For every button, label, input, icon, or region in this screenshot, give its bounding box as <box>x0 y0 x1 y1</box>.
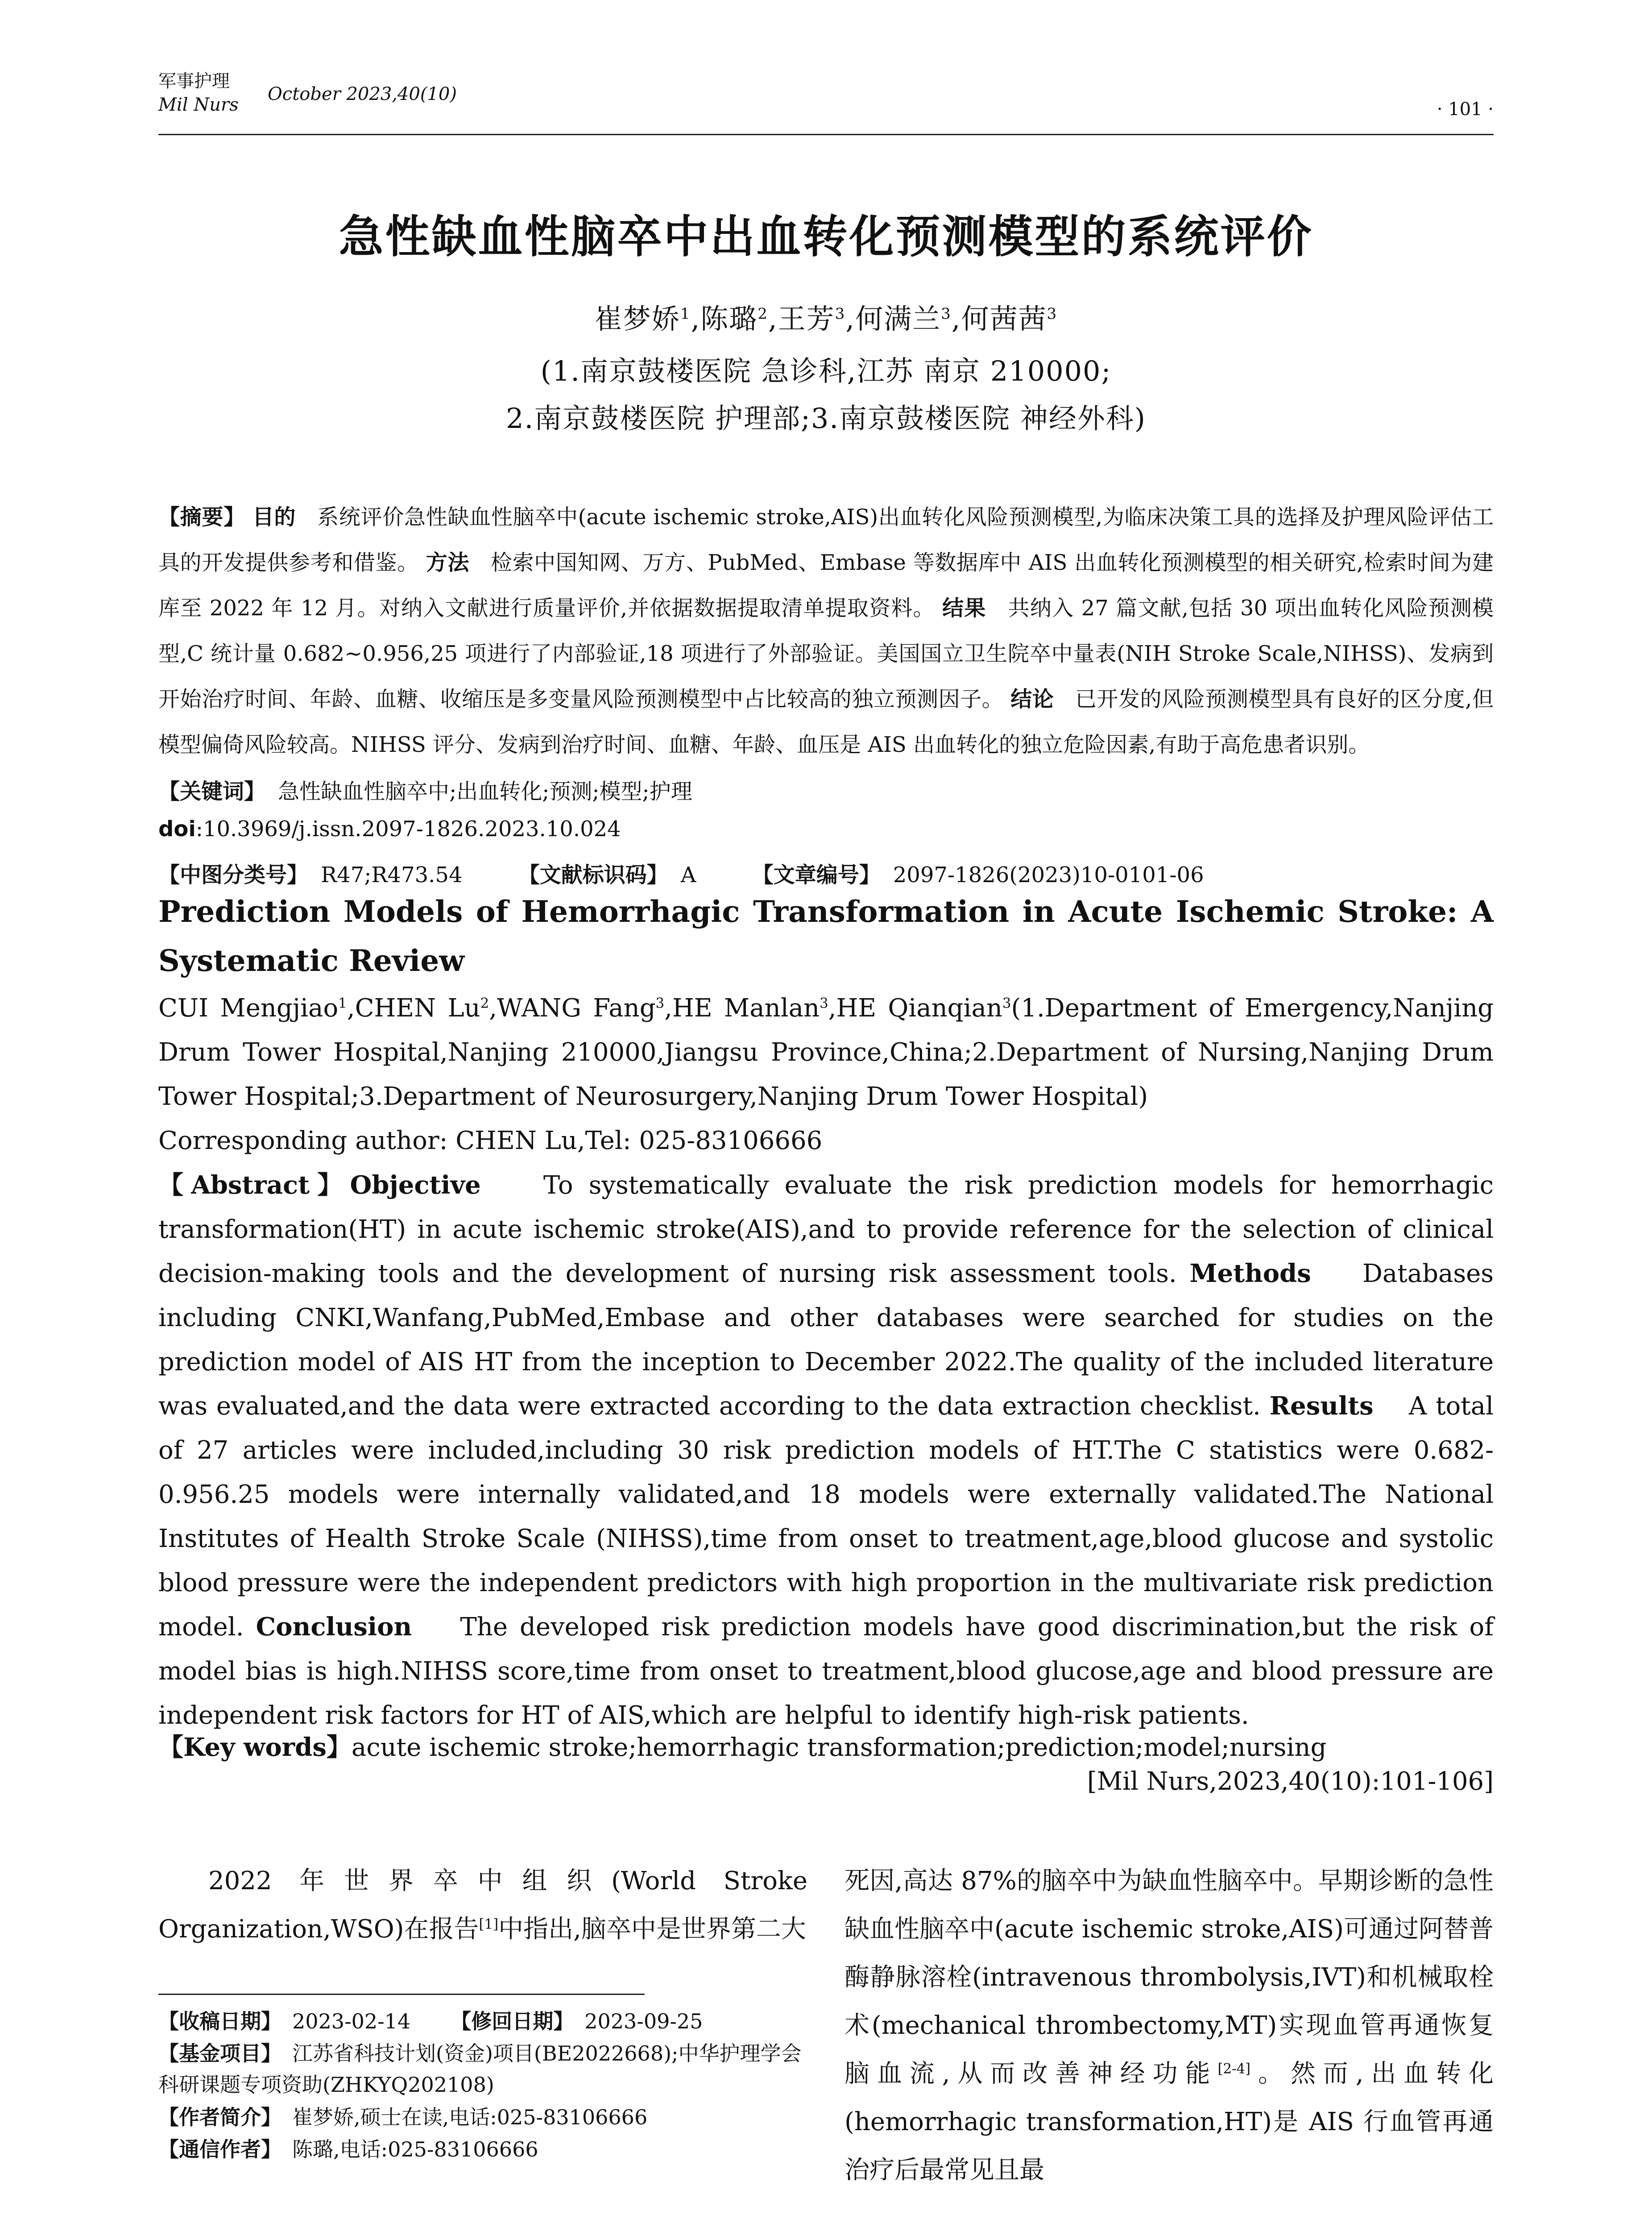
methods-text: 检索中国知网、万方、PubMed、Embase 等数据库中 AIS 出血转化预测模型的相关研究,检索时间为建库至 2022 年 12 月。对纳入文献进行质量评价,并依据数据提取清单提取资料。 <box>158 550 1494 621</box>
citation-line: [Mil Nurs,2023,40(10):101-106] <box>1087 1767 1494 1796</box>
doi-line <box>158 817 621 842</box>
author-affiliation-mark: 3 <box>655 995 665 1012</box>
doi-value[interactable]: :10.3969/j.issn.2097-1826.2023.10.024 <box>195 817 621 842</box>
keywords-en <box>158 1725 1494 1770</box>
body-text: 。然而,出血转化(hemorrhagic transformation,HT)是 AIS 行血管再通治疗后最常见且最 <box>845 2059 1494 2185</box>
classification-line <box>158 858 1204 888</box>
conclusion-en-label: Conclusion <box>256 1612 412 1642</box>
doc-code-label: 【文献标识码】 <box>518 863 668 887</box>
methods-en-label: Methods <box>1189 1259 1311 1288</box>
methods-label: 方法 <box>426 550 470 575</box>
page-number: · 101 · <box>1437 99 1494 120</box>
clc-value: R47;R473.54 <box>321 863 463 887</box>
keywords-text: 急性缺血性脑卒中;出血转化;预测;模型;护理 <box>278 779 692 804</box>
body-text: 2022 年世界卒中组织(World Stroke Organization,WSO)在报告 <box>158 1866 807 1944</box>
objective-en-label: Objective <box>350 1170 481 1200</box>
bio-text: 崔梦娇,硕士在读,电话:025-83106666 <box>292 2105 648 2129</box>
separator: , <box>691 303 701 335</box>
footnote-fund <box>158 2038 807 2100</box>
author-affiliation-mark: 3 <box>820 995 828 1012</box>
author-name-en: ,WANG Fang <box>489 994 656 1023</box>
keywords-label: 【关键词】 <box>158 779 266 804</box>
author-affiliation-mark: 3 <box>941 305 952 323</box>
author-affiliation-mark: 3 <box>1047 305 1058 323</box>
doc-code-value: A <box>680 863 696 887</box>
results-label: 结果 <box>942 596 986 621</box>
revised-date: 2023-09-25 <box>584 2009 703 2033</box>
objective-text: 系统评价急性缺血性脑卒中(acute ischemic stroke,AIS)出血转化风险预测模型,为临床决策工具的选择及护理风险评估工具的开发提供参考和借鉴。 <box>158 505 1494 575</box>
author-name-en: ,HE Qianqian <box>828 994 1002 1023</box>
footnote-author-bio <box>158 2102 807 2133</box>
affiliation-line-2: 2.南京鼓楼医院 护理部;3.南京鼓楼医院 神经外科) <box>506 402 1146 435</box>
objective-label: 目的 <box>252 505 296 530</box>
author-name-en: ,CHEN Lu <box>347 994 480 1023</box>
article-number-value: 2097-1826(2023)10-0101-06 <box>893 863 1204 887</box>
corresponding-author: Corresponding author: CHEN Lu,Tel: 025-83106666 <box>158 1126 823 1155</box>
conclusion-en-text: The developed risk prediction models have good discrimination,but the risk of model bias is high.NIHSS score,time from onset to treatment,blood glucose,age and blood pressure are independent risk factors for HT of AIS,which are helpful to identify high-risk patients. <box>158 1613 1494 1730</box>
body-text: 死因,高达 87%的脑卒中为缺血性脑卒中。早期诊断的急性缺血性脑卒中(acute ischemic stroke,AIS)可通过阿替普酶静脉溶栓(intravenous thrombolysis,IVT)和机械取栓术(mechanical thrombectomy,MT)实现血管再通恢复脑血流,从而改善神经功能 <box>845 1866 1494 2088</box>
author-name-en: ,HE Manlan <box>664 994 820 1023</box>
author-affiliation-mark: 1 <box>680 305 691 323</box>
journal-name-cn: 军事护理 <box>158 71 230 91</box>
header-divider <box>158 134 1494 135</box>
fund-text: 江苏省科技计划(资金)项目(BE2022668);中华护理学会科研课题专项资助(ZHKYQ202108) <box>158 2041 802 2097</box>
author-affiliation-mark: 1 <box>338 995 347 1012</box>
author-name: 王芳 <box>778 303 835 335</box>
results-text: 共纳入 27 篇文献,包括 30 项出血转化风险预测模型,C 统计量 0.682~0.956,25 项进行了内部验证,18 项进行了外部验证。美国国立卫生院卒中量表(NIH Stroke Scale,NIHSS)、发病到开始治疗时间、年龄、血糖、收缩压是多变量风险预测模型中占比较高的独立预测因子。 <box>158 596 1494 712</box>
article-title-en: Prediction Models of Hemorrhagic Transformation in Acute Ischemic Stroke: A Systematic Review <box>158 894 1494 978</box>
keywords-en-text: acute ischemic stroke;hemorrhagic transformation;prediction;model;nursing <box>351 1733 1327 1762</box>
body-column-left <box>158 1857 807 1953</box>
results-en-label: Results <box>1269 1391 1374 1421</box>
received-label: 【收稿日期】 <box>158 2009 282 2033</box>
body-column-right <box>845 1857 1494 2194</box>
authors-en-block <box>158 986 1494 1119</box>
reference-link[interactable]: [1] <box>479 1916 499 1932</box>
bio-label: 【作者简介】 <box>158 2105 282 2129</box>
author-name: 陈璐 <box>700 303 758 335</box>
corr-text: 陈璐,电话:025-83106666 <box>292 2137 538 2161</box>
clc-label: 【中图分类号】 <box>158 863 309 887</box>
keywords-cn <box>158 774 692 805</box>
reference-link[interactable]: [2-4] <box>1217 2061 1251 2077</box>
author-affiliation-mark: 3 <box>835 305 846 323</box>
received-date: 2023-02-14 <box>292 2009 411 2033</box>
separator: , <box>845 303 856 335</box>
journal-name-en: Mil Nurs <box>158 95 239 115</box>
affiliation-en: (1.Department of Emergency,Nanjing Drum Tower Hospital,Nanjing 210000,Jiangsu Province,China;2.Department of Nursing,Nanjing Drum Tower Hospital;3.Department of Neurosurgery,Nanjing Drum Tower Hospital) <box>158 994 1494 1111</box>
abstract-en <box>158 1163 1494 1738</box>
abstract-cn <box>158 494 1494 767</box>
results-en-text: A total of 27 articles were included,including 30 risk prediction models of HT.The C statistics were 0.682-0.956.25 models were internally validated,and 18 models were externally validated.The National Institutes of Health Stroke Scale (NIHSS),time from onset to treatment,age,blood glucose and systolic blood pressure were the independent predictors with high proportion in the multivariate risk prediction model. <box>158 1392 1494 1642</box>
doi-label: doi <box>158 817 196 842</box>
author-affiliation-mark: 2 <box>758 305 768 323</box>
corr-label: 【通信作者】 <box>158 2137 282 2161</box>
author-name: 崔梦娇 <box>594 303 680 335</box>
affiliation-line-1: (1.南京鼓楼医院 急诊科,江苏 南京 210000; <box>540 355 1112 387</box>
methods-en-text: Databases including CNKI,Wanfang,PubMed,Embase and other databases were searched for studies on the prediction model of AIS HT from the inception to December 2022.The quality of the included literature was evaluated,and the data were extracted according to the data extraction checklist. <box>158 1259 1494 1421</box>
separator: , <box>951 303 961 335</box>
author-affiliation-mark: 2 <box>480 995 489 1012</box>
footnote-divider <box>158 1994 645 1995</box>
author-name: 何满兰 <box>855 303 941 335</box>
footnote-dates <box>158 2006 807 2037</box>
abstract-en-label: 【Abstract】 <box>158 1170 350 1200</box>
conclusion-label: 结论 <box>1010 687 1054 712</box>
article-number-label: 【文章编号】 <box>752 863 881 887</box>
author-name: 何茜茜 <box>961 303 1047 335</box>
body-text: 中指出,脑卒中是世界第二大 <box>498 1915 806 1944</box>
objective-en-text: To systematically evaluate the risk prediction models for hemorrhagic transformation(HT) in acute ischemic stroke(AIS),and to provide reference for the selection of clinical decision-making tools and the development of nursing risk assessment tools. <box>158 1171 1494 1288</box>
article-title: 急性缺血性脑卒中出血转化预测模型的系统评价 <box>339 211 1313 263</box>
keywords-en-label: 【Key words】 <box>158 1733 352 1762</box>
fund-label: 【基金项目】 <box>158 2041 282 2065</box>
issue-info: October 2023,40(10) <box>268 84 457 104</box>
author-list <box>158 297 1494 336</box>
author-affiliation-mark: 3 <box>1002 995 1011 1012</box>
abstract-label: 【摘要】 <box>158 505 245 530</box>
revised-label: 【修回日期】 <box>451 2009 574 2033</box>
conclusion-text: 已开发的风险预测模型具有良好的区分度,但模型偏倚风险较高。NIHSS 评分、发病到治疗时间、血糖、年龄、血压是 AIS 出血转化的独立危险因素,有助于高危患者识别。 <box>158 687 1494 757</box>
author-name-en: CUI Mengjiao <box>158 994 339 1023</box>
footnote-corresponding <box>158 2134 807 2165</box>
separator: , <box>768 303 778 335</box>
